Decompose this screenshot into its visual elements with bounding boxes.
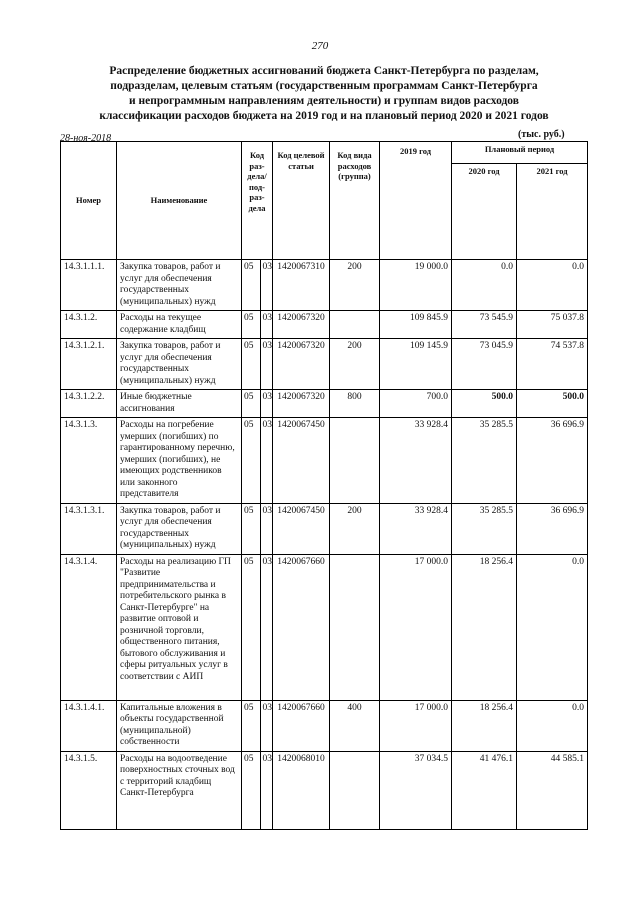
row-expense-type: 800 [330,390,380,418]
row-name: Расходы на погребение умерших (погибших) по гарантированному перечню, умерших (погибших), не имеющих родственников или законного представителя [117,418,242,504]
row-number: 14.3.1.4. [61,554,117,700]
title-line: Распределение бюджетных ассигнований бюджета Санкт-Петербурга по разделам, [109,65,539,77]
row-subsection: 03 [261,339,273,390]
row-2019: 17 000.0 [380,700,452,751]
row-expense-type: 400 [330,700,380,751]
row-target: 1420067660 [273,554,330,700]
title-line: классификации расходов бюджета на 2019 год и на плановый период 2020 и 2021 годов [99,110,549,122]
row-2019: 37 034.5 [380,751,452,829]
row-section: 05 [242,339,261,390]
row-expense-type: 200 [330,260,380,311]
row-2019: 33 928.4 [380,418,452,504]
row-2019: 33 928.4 [380,503,452,554]
row-section: 05 [242,260,261,311]
row-target: 1420067660 [273,700,330,751]
row-section: 05 [242,751,261,829]
header-target: Код целевой статьи [273,142,330,260]
row-name: Расходы на водоотведение поверхностных сточных вод с территорий кладбищ Санкт-Петербурга [117,751,242,829]
header-planned-period: Плановый период [452,142,588,164]
table-row [61,418,588,504]
header-name: Наименование [117,142,242,260]
row-2020: 41 476.1 [452,751,517,829]
row-2019: 109 845.9 [380,311,452,339]
row-2021: 44 585.1 [517,751,588,829]
table-row [61,503,588,554]
title-line: подразделам, целевым статьям (государственным программам Санкт-Петербурга [110,80,538,92]
table-row [61,700,588,751]
row-target: 1420067450 [273,418,330,504]
row-2020: 500.0 [452,390,517,418]
row-2021: 74 537.8 [517,339,588,390]
row-subsection: 03 [261,554,273,700]
row-target: 1420068010 [273,751,330,829]
row-subsection: 03 [261,751,273,829]
table-row [61,554,588,700]
row-section: 05 [242,418,261,504]
header-2021: 2021 год [517,164,588,260]
row-expense-type [330,751,380,829]
row-target: 1420067320 [273,390,330,418]
row-2020: 35 285.5 [452,503,517,554]
row-number: 14.3.1.2. [61,311,117,339]
row-section: 05 [242,554,261,700]
row-2019: 109 145.9 [380,339,452,390]
row-2020: 0.0 [452,260,517,311]
row-expense-type: 200 [330,503,380,554]
document-title [64,64,584,124]
row-expense-type [330,554,380,700]
page-number: 270 [311,40,329,52]
row-number: 14.3.1.2.1. [61,339,117,390]
row-2020: 35 285.5 [452,418,517,504]
row-subsection: 03 [261,311,273,339]
table-row [61,751,588,829]
row-2021: 0.0 [517,260,588,311]
table-row [61,390,588,418]
row-target: 1420067320 [273,339,330,390]
table-row [61,339,588,390]
row-2021: 36 696.9 [517,418,588,504]
row-subsection: 03 [261,503,273,554]
row-subsection: 03 [261,390,273,418]
units-label: (тыс. руб.) [518,129,565,140]
title-line: и непрограммным направлениям деятельности) и группам видов расходов [129,95,519,107]
row-expense-type [330,418,380,504]
row-2021: 75 037.8 [517,311,588,339]
row-subsection: 03 [261,260,273,311]
row-number: 14.3.1.4.1. [61,700,117,751]
row-2020: 73 045.9 [452,339,517,390]
row-section: 05 [242,311,261,339]
row-number: 14.3.1.2.2. [61,390,117,418]
row-name: Закупка товаров, работ и услуг для обеспечения государственных (муниципальных) нужд [117,503,242,554]
row-number: 14.3.1.3.1. [61,503,117,554]
row-2019: 700.0 [380,390,452,418]
row-section: 05 [242,700,261,751]
row-2020: 18 256.4 [452,700,517,751]
row-expense-type: 200 [330,339,380,390]
row-name: Иные бюджетные ассигнования [117,390,242,418]
header-2019: 2019 год [380,142,452,260]
row-section: 05 [242,390,261,418]
table-row [61,260,588,311]
header-number: Номер [61,142,117,260]
row-2020: 73 545.9 [452,311,517,339]
row-expense-type [330,311,380,339]
row-name: Закупка товаров, работ и услуг для обеспечения государственных (муниципальных) нужд [117,260,242,311]
row-number: 14.3.1.1.1. [61,260,117,311]
row-subsection: 03 [261,700,273,751]
row-name: Закупка товаров, работ и услуг для обеспечения государственных (муниципальных) нужд [117,339,242,390]
row-name: Капитальные вложения в объекты государственной (муниципальной) собственности [117,700,242,751]
header-2020: 2020 год [452,164,517,260]
row-section: 05 [242,503,261,554]
row-number: 14.3.1.3. [61,418,117,504]
row-target: 1420067310 [273,260,330,311]
header-expense-type: Код вида расходов (группа) [330,142,380,260]
row-2020: 18 256.4 [452,554,517,700]
row-number: 14.3.1.5. [61,751,117,829]
row-2021: 36 696.9 [517,503,588,554]
header-section: Код раз-дела/ под-раз-дела [242,142,273,260]
document-date: 28-ноя-2018 [60,133,112,144]
row-2021: 0.0 [517,700,588,751]
budget-table [60,141,588,830]
table-row [61,311,588,339]
row-2021: 500.0 [517,390,588,418]
row-target: 1420067450 [273,503,330,554]
row-name: Расходы на текущее содержание кладбищ [117,311,242,339]
row-target: 1420067320 [273,311,330,339]
row-subsection: 03 [261,418,273,504]
row-2019: 17 000.0 [380,554,452,700]
row-2021: 0.0 [517,554,588,700]
row-name: Расходы на реализацию ГП "Развитие предпринимательства и потребительского рынка в Санкт-Петербурге" на развитие оптовой и розничной торговли, общественного питания, бытового обслуживания и сферы ритуальных услуг в соответствии с АИП [117,554,242,700]
row-2019: 19 000.0 [380,260,452,311]
